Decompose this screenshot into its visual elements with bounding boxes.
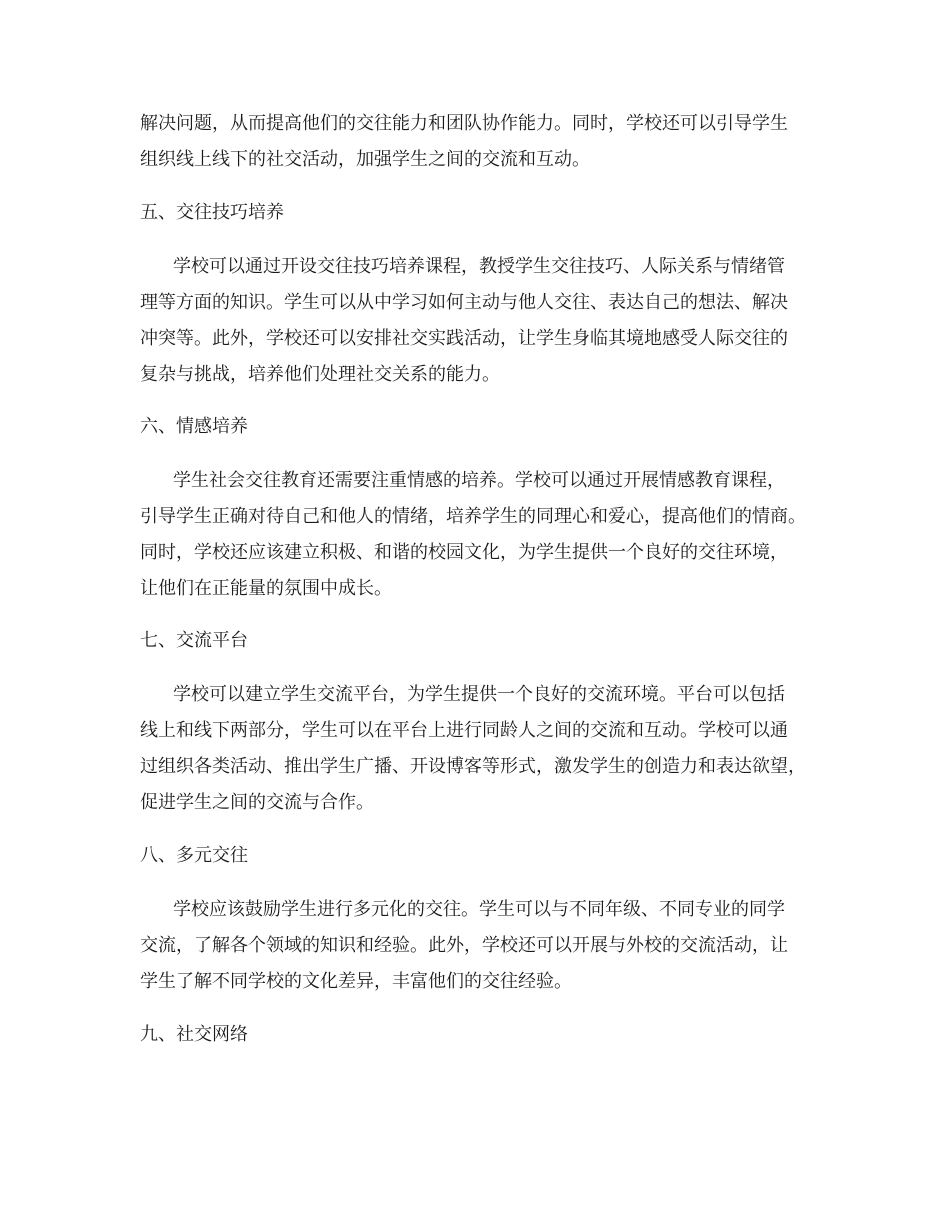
paragraph-line: 让他们在正能量的氛围中成长。 — [140, 578, 392, 599]
paragraph-line: 学生了解不同学校的文化差异，丰富他们的交往经验。 — [140, 971, 572, 992]
paragraph-line: 引导学生正确对待自己和他人的情绪，培养学生的同理心和爱心，提高他们的情商。 — [140, 506, 806, 527]
section-heading-6: 六、情感培养 — [140, 416, 248, 437]
paragraph-line: 学校可以通过开设交往技巧培养课程，教授学生交往技巧、人际关系与情绪管 — [173, 256, 785, 277]
paragraph-line: 解决问题，从而提高他们的交往能力和团队协作能力。同时，学校还可以引导学生 — [140, 113, 788, 134]
paragraph-line: 学校应该鼓励学生进行多元化的交往。学生可以与不同年级、不同专业的同学 — [173, 899, 785, 920]
paragraph-line: 同时，学校还应该建立积极、和谐的校园文化，为学生提供一个良好的交往环境， — [140, 542, 788, 563]
paragraph-line: 理等方面的知识。学生可以从中学习如何主动与他人交往、表达自己的想法、解决 — [140, 292, 788, 313]
section-heading-8: 八、多元交往 — [140, 845, 248, 866]
section-heading-7: 七、交流平台 — [140, 630, 248, 651]
paragraph-line: 冲突等。此外，学校还可以安排社交实践活动，让学生身临其境地感受人际交往的 — [140, 328, 788, 349]
paragraph-line: 复杂与挑战，培养他们处理社交关系的能力。 — [140, 364, 500, 385]
section-heading-5: 五、交往技巧培养 — [140, 202, 284, 223]
paragraph-line: 学生社会交往教育还需要注重情感的培养。学校可以通过开展情感教育课程， — [173, 470, 785, 491]
paragraph-line: 组织线上线下的社交活动，加强学生之间的交流和互动。 — [140, 149, 590, 170]
paragraph-line: 学校可以建立学生交流平台，为学生提供一个良好的交流环境。平台可以包括 — [173, 684, 785, 705]
paragraph-line: 过组织各类活动、推出学生广播、开设博客等形式，激发学生的创造力和表达欲望， — [140, 756, 806, 777]
paragraph-line: 促进学生之间的交流与合作。 — [140, 792, 374, 813]
section-heading-9: 九、社交网络 — [140, 1024, 248, 1045]
paragraph-line: 线上和线下两部分，学生可以在平台上进行同龄人之间的交流和互动。学校可以通 — [140, 720, 788, 741]
paragraph-line: 交流，了解各个领域的知识和经验。此外，学校还可以开展与外校的交流活动，让 — [140, 935, 788, 956]
